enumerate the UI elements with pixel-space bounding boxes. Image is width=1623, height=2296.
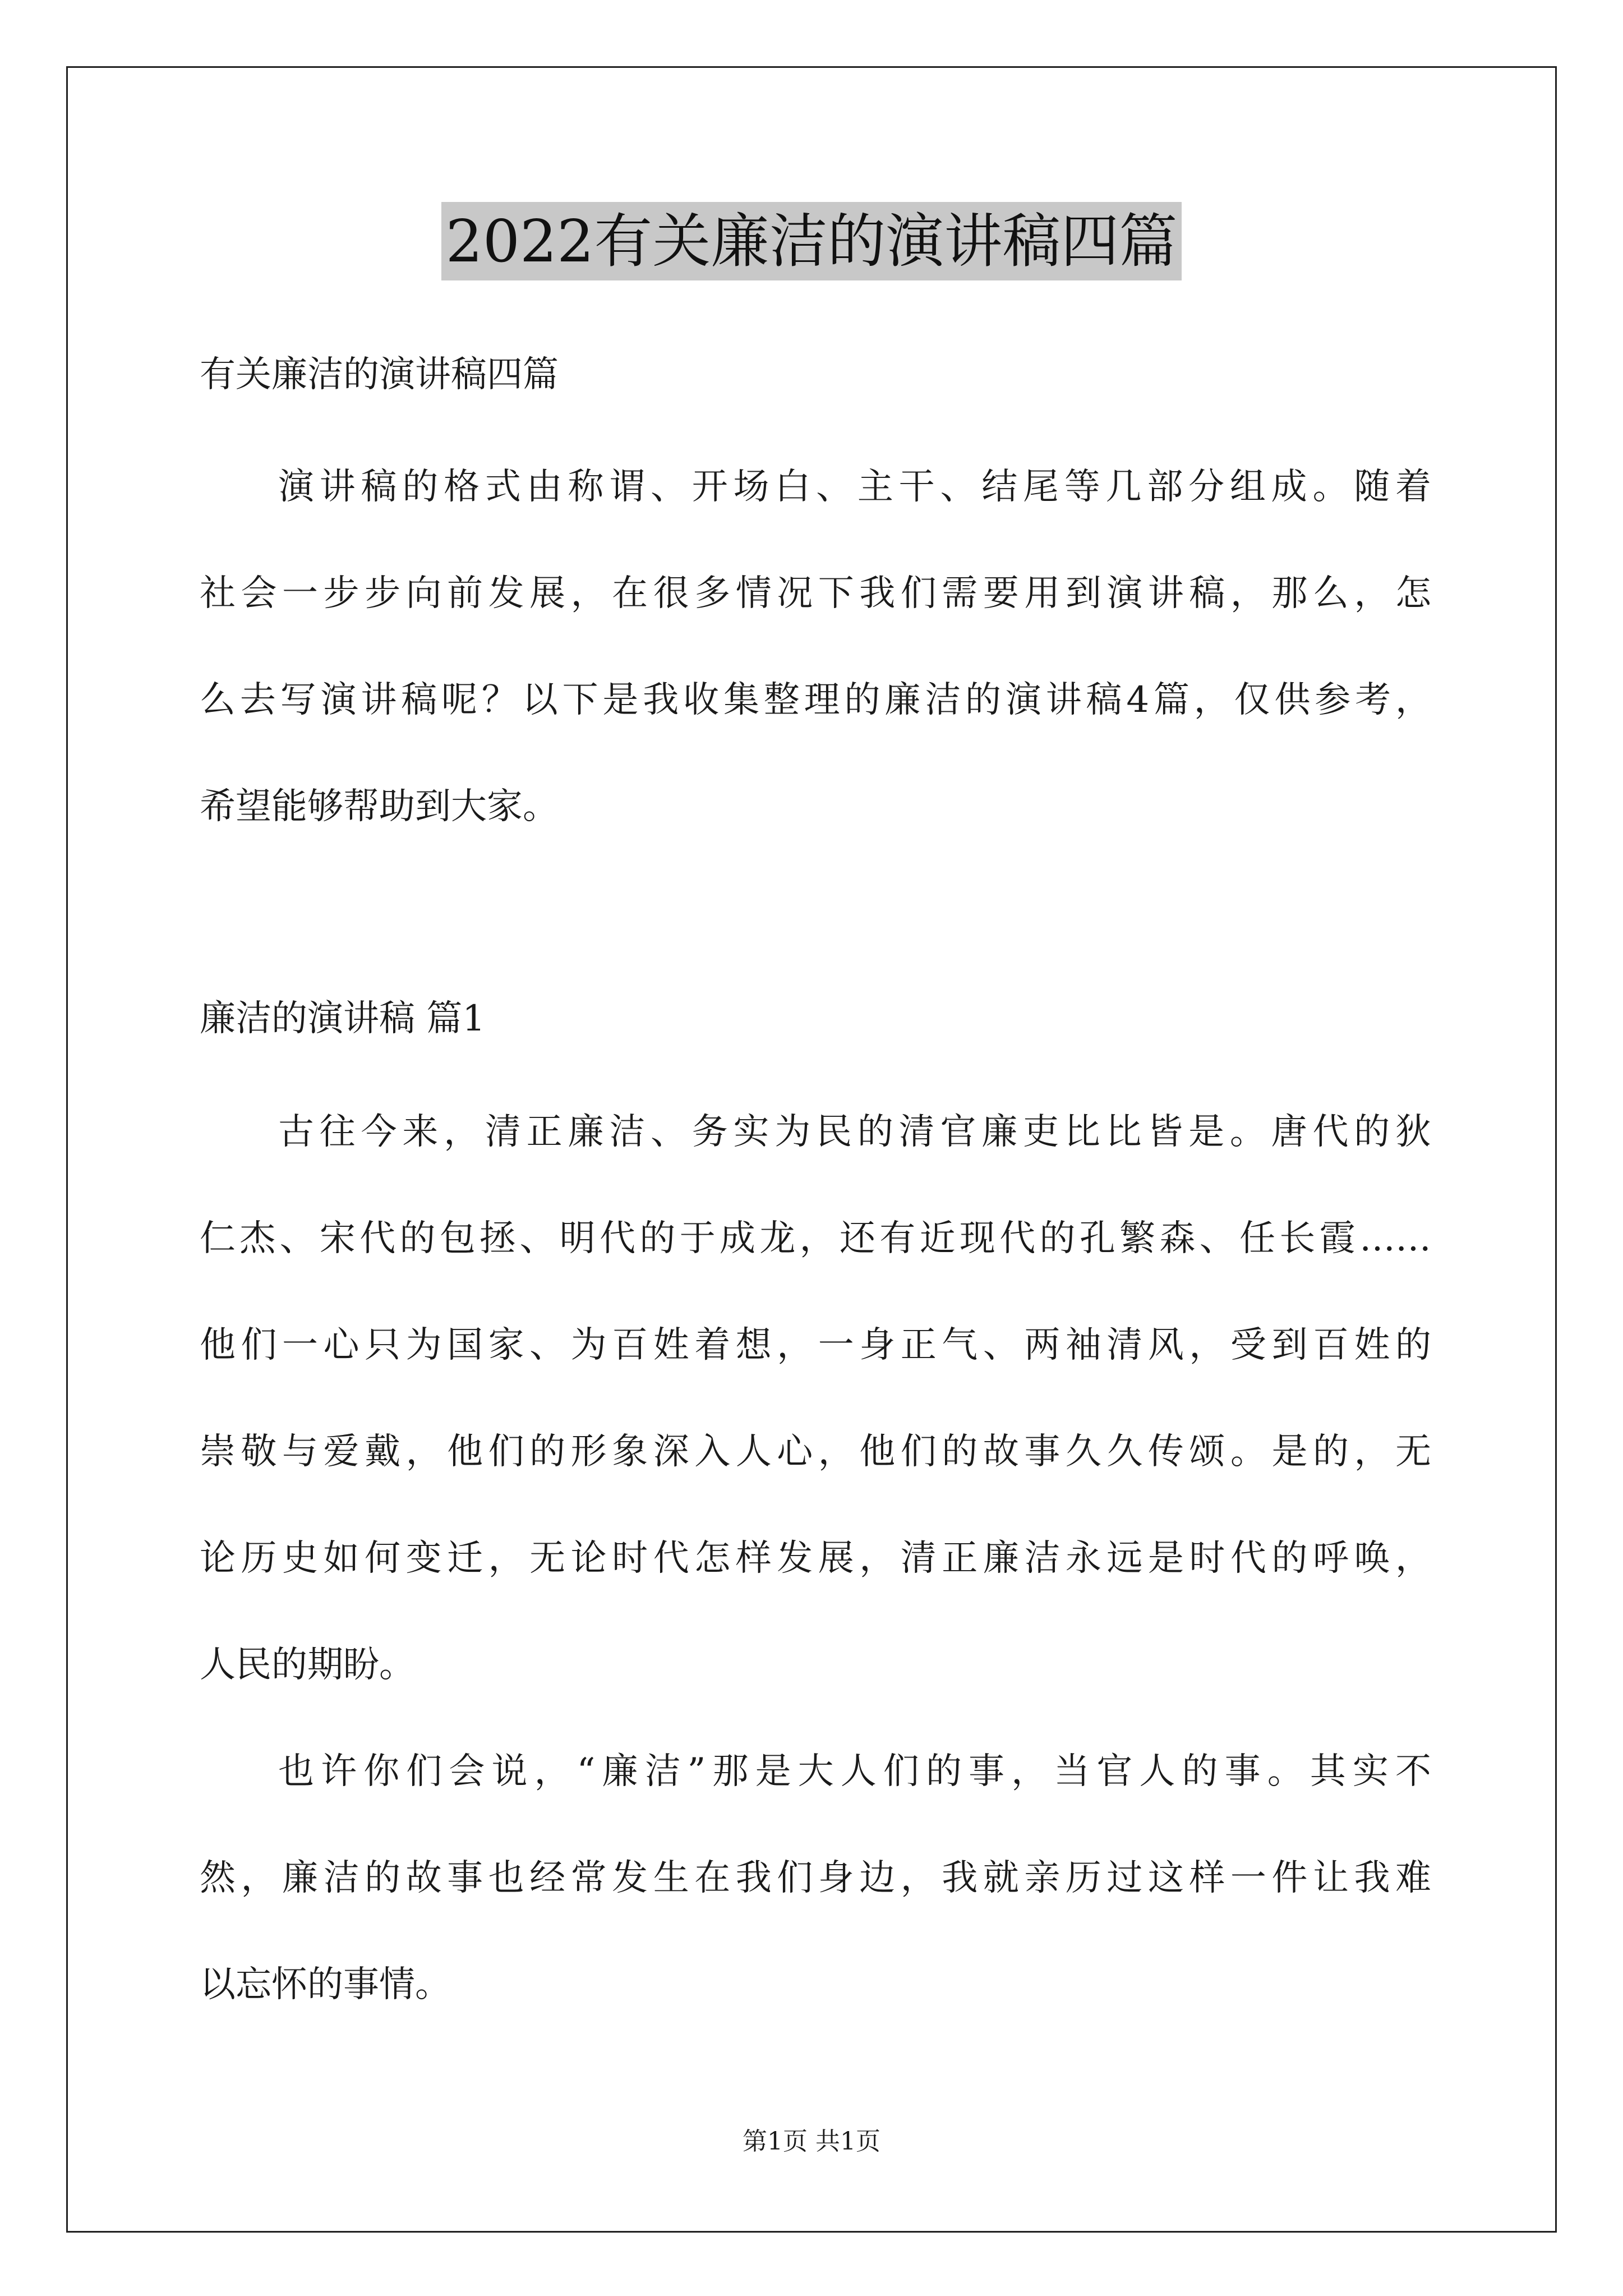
paragraph-line: 仁杰、宋代的包拯、明代的于成龙，还有近现代的孔繁森、任长霞…… <box>200 1218 1431 1259</box>
paragraph-line: 也许你们会说，“廉洁”那是大人们的事，当官人的事。其实不 <box>278 1751 1431 1792</box>
paragraph-line: 以忘怀的事情。 <box>200 1964 451 2005</box>
document-subtitle: 有关廉洁的演讲稿四篇 <box>200 354 559 395</box>
intro-line: 演讲稿的格式由称谓、开场白、主干、结尾等几部分组成。随着 <box>278 466 1431 508</box>
paragraph-line: 崇敬与爱戴，他们的形象深入人心，他们的故事久久传颂。是的，无 <box>200 1431 1431 1473</box>
paragraph-line: 人民的期盼。 <box>200 1644 415 1686</box>
title-container <box>0 202 1623 280</box>
paragraph-line: 论历史如何变迁，无论时代怎样发展，清正廉洁永远是时代的呼唤， <box>200 1538 1431 1579</box>
intro-line: 社会一步步向前发展，在很多情况下我们需要用到演讲稿，那么，怎 <box>200 573 1431 614</box>
document-title: 2022有关廉洁的演讲稿四篇 <box>441 202 1182 280</box>
paragraph-line: 他们一心只为国家、为百姓着想，一身正气、两袖清风，受到百姓的 <box>200 1324 1431 1366</box>
section-heading: 廉洁的演讲稿 篇1 <box>200 998 486 1039</box>
page-footer: 第1页 共1页 <box>743 2127 880 2156</box>
paragraph-line: 然，廉洁的故事也经常发生在我们身边，我就亲历过这样一件让我难 <box>200 1857 1431 1899</box>
intro-line: 么去写演讲稿呢？以下是我收集整理的廉洁的演讲稿4篇，仅供参考， <box>200 679 1431 721</box>
intro-line: 希望能够帮助到大家。 <box>200 786 559 827</box>
paragraph-line: 古往今来，清正廉洁、务实为民的清官廉吏比比皆是。唐代的狄 <box>278 1111 1431 1153</box>
